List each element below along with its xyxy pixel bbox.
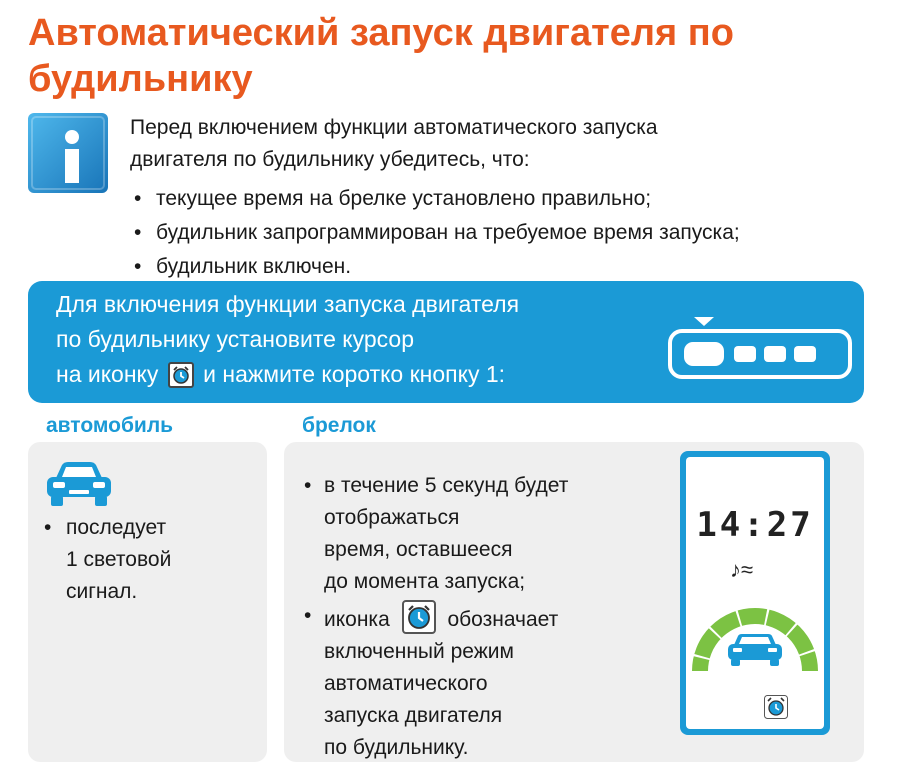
banner-line-end: и нажмите коротко кнопку 1: (203, 361, 506, 387)
fob-panel (284, 442, 864, 762)
list-item-start: иконка (324, 608, 390, 631)
list-item-line: сигнал. (66, 580, 138, 603)
list-item: • текущее время на брелке установлено правильно; (130, 182, 900, 216)
banner-line-start: на иконку (56, 361, 159, 387)
lcd-inner (686, 457, 824, 729)
lcd-time: 14:27 (696, 505, 814, 545)
list-item-line: 1 световой (66, 548, 172, 571)
car-icon (44, 460, 114, 508)
page-title: Автоматический запуск двигателя по будильнику (28, 12, 734, 100)
intro-text (130, 112, 890, 176)
list-item-line: по будильнику. (324, 736, 469, 759)
banner-text (56, 287, 676, 392)
list-item-line: • в течение 5 секунд будет (324, 474, 569, 497)
list-item-end: обозначает (447, 608, 559, 631)
alarm-clock-icon (402, 600, 436, 634)
list-item: • будильник запрограммирован на требуемое время запуска; (130, 216, 900, 250)
intro-line: Перед включением функции автоматического запуска (130, 116, 658, 139)
list-item (44, 512, 254, 608)
car-section-label: автомобиль (46, 414, 174, 437)
intro-line: двигателя по будильнику убедитесь, что: (130, 148, 530, 171)
list-item-line: время, оставшееся (324, 538, 513, 561)
fob-lcd-screen (680, 451, 830, 735)
list-item-line (324, 600, 644, 636)
alarm-clock-icon (168, 362, 194, 388)
list-item-line: автоматического (324, 672, 488, 695)
instruction-banner (28, 281, 864, 403)
info-icon (28, 113, 108, 193)
list-item (304, 470, 644, 598)
banner-line: по будильнику установите курсор (56, 326, 414, 352)
list-item: • будильник включен. (130, 250, 900, 284)
fob-buttons-icon (668, 317, 854, 381)
music-note-icon: ♪≈ (730, 557, 754, 582)
fob-list (304, 470, 644, 766)
list-item-line: до момента запуска; (324, 570, 526, 593)
car-status-arc (690, 597, 820, 687)
car-panel (28, 442, 267, 762)
alarm-clock-icon (764, 695, 788, 719)
list-item-line: включенный режим (324, 640, 514, 663)
list-item-line: • последует (66, 516, 167, 539)
car-list (44, 512, 254, 608)
conditions-list (130, 182, 900, 284)
list-item-line: запуска двигателя (324, 704, 503, 727)
car-icon (728, 634, 782, 666)
list-item-line: отображаться (324, 506, 460, 529)
list-item (304, 600, 644, 764)
fob-section-label: брелок (302, 414, 376, 437)
banner-line (56, 357, 676, 392)
banner-line: Для включения функции запуска двигателя (56, 291, 520, 317)
